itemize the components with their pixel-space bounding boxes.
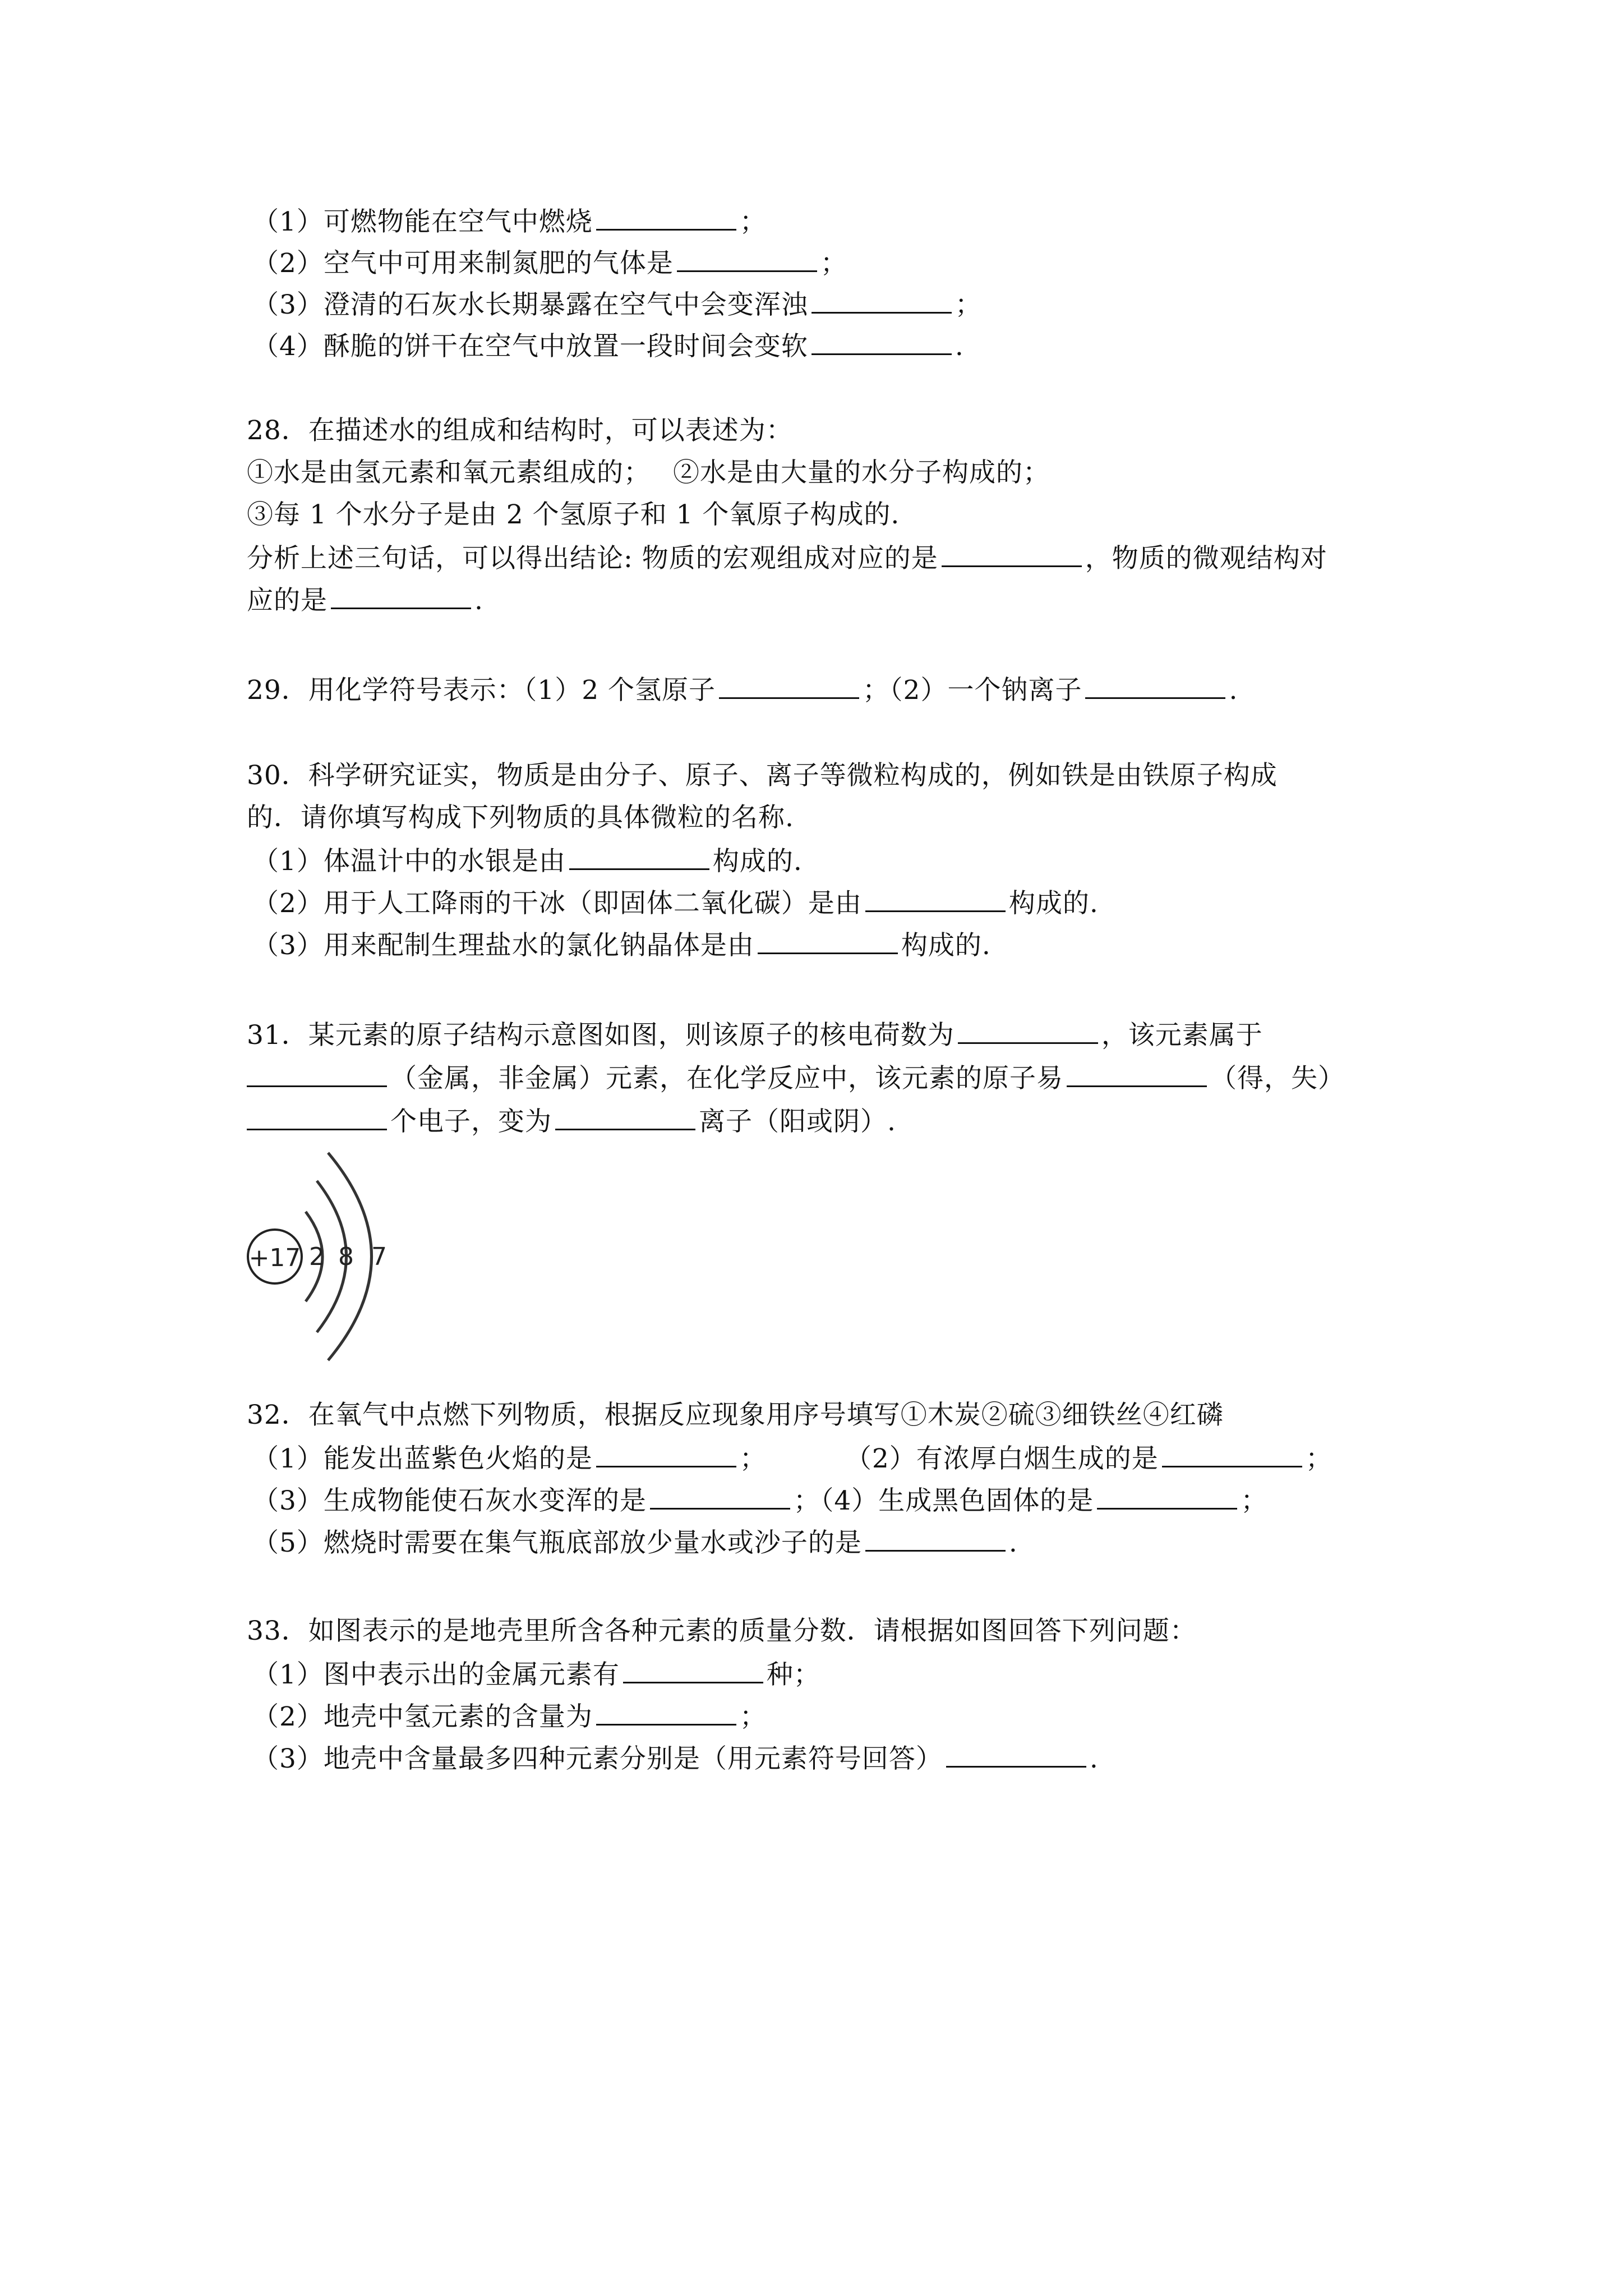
q32-item-5: （5）燃烧时需要在集气瓶底部放少量水或沙子的是 xyxy=(252,1527,862,1558)
q31-part-b: ，该元素属于 xyxy=(1101,1020,1263,1051)
q32-items-3-4 xyxy=(252,1481,1267,1520)
q33-item-3 xyxy=(252,1739,1099,1778)
q31-part-e: 个电子，变为 xyxy=(390,1106,552,1137)
q27-item-2-end: ； xyxy=(820,248,847,279)
q32-item-5-end: . xyxy=(1008,1527,1018,1558)
q33-item-1 xyxy=(252,1655,820,1694)
answer-blank[interactable] xyxy=(596,1439,736,1467)
q31-line-1 xyxy=(247,1015,1263,1054)
answer-blank[interactable] xyxy=(1067,1059,1207,1087)
q30-item-2-a: （2）用于人工降雨的干冰（即固体二氧化碳）是由 xyxy=(252,888,862,919)
q33-item-1-a: （1）图中表示出的金属元素有 xyxy=(252,1659,620,1690)
q31-part-d: （得，失） xyxy=(1210,1063,1345,1094)
q32-item-1: （1）能发出蓝紫色火焰的是 xyxy=(252,1443,593,1474)
q33-stem: 33．如图表示的是地壳里所含各种元素的质量分数．请根据如图回答下列问题： xyxy=(247,1616,1197,1646)
q28-statement-2: ②水是由大量的水分子构成的； xyxy=(673,457,1050,488)
q27-item-3-end: ； xyxy=(955,289,982,320)
shell-1-electrons: 2 xyxy=(309,1243,325,1271)
q27-item-3-text: （3）澄清的石灰水长期暴露在空气中会变浑浊 xyxy=(252,289,808,320)
q29-part-a: 29．用化学符号表示：（1）2 个氢原子 xyxy=(247,675,716,706)
q27-item-1-text: （1）可燃物能在空气中燃烧 xyxy=(252,206,593,237)
answer-blank[interactable] xyxy=(946,1739,1086,1768)
q32-item-4-end: ； xyxy=(1241,1485,1268,1516)
answer-blank[interactable] xyxy=(811,285,952,314)
answer-blank[interactable] xyxy=(865,1523,1006,1552)
q27-item-4-end: . xyxy=(955,331,964,362)
q33-item-3-text: （3）地壳中含量最多四种元素分别是（用元素符号回答） xyxy=(252,1743,943,1774)
q32-items-1-2 xyxy=(252,1439,1332,1478)
q31-line-3 xyxy=(247,1102,896,1140)
shell-3-electrons: 7 xyxy=(371,1243,387,1271)
answer-blank[interactable] xyxy=(596,202,736,231)
atom-structure-diagram xyxy=(241,1150,409,1363)
q31-line-2 xyxy=(247,1059,1345,1097)
q30-item-3-b: 构成的. xyxy=(901,930,991,961)
q30-item-3-a: （3）用来配制生理盐水的氯化钠晶体是由 xyxy=(252,930,754,961)
answer-blank[interactable] xyxy=(958,1015,1098,1044)
q30-item-2 xyxy=(252,884,1099,922)
q28-analysis-c: 应的是 xyxy=(247,585,328,616)
answer-blank[interactable] xyxy=(331,581,471,609)
q32-item-2: （2）有浓厚白烟生成的是 xyxy=(845,1443,1159,1474)
answer-blank[interactable] xyxy=(555,1102,695,1130)
answer-blank[interactable] xyxy=(719,670,859,699)
q28-statement-3: ③每 1 个水分子是由 2 个氢原子和 1 个氧原子构成的. xyxy=(247,499,900,530)
q28-analysis-a: 分析上述三句话，可以得出结论: 物质的宏观组成对应的是 xyxy=(247,543,938,574)
q30-item-3 xyxy=(252,926,991,964)
q28-analysis-b: ，物质的微观结构对 xyxy=(1085,543,1327,574)
q32-item-1-end: ； xyxy=(739,1443,767,1474)
q27-item-1-end: ； xyxy=(739,206,767,237)
answer-blank[interactable] xyxy=(1085,670,1225,699)
q32-item-3: （3）生成物能使石灰水变浑的是 xyxy=(252,1485,647,1516)
q30-stem-2: 的．请你填写构成下列物质的具体微粒的名称. xyxy=(247,802,794,833)
answer-blank[interactable] xyxy=(942,539,1082,567)
q29-end: . xyxy=(1229,675,1238,706)
q27-item-1 xyxy=(252,202,767,241)
q32-stem: 32．在氧气中点燃下列物质，根据反应现象用序号填写①木炭②硫③细铁丝④红磷 xyxy=(247,1400,1224,1430)
answer-blank[interactable] xyxy=(677,243,817,272)
nucleus-charge: +17 xyxy=(248,1244,301,1272)
q28-statements-1-2 xyxy=(247,454,1050,491)
q27-item-2-text: （2）空气中可用来制氮肥的气体是 xyxy=(252,248,674,279)
answer-blank[interactable] xyxy=(650,1481,790,1510)
q27-item-4-text: （4）酥脆的饼干在空气中放置一段时间会变软 xyxy=(252,331,808,362)
q27-item-4 xyxy=(252,326,964,365)
q33-item-3-end: . xyxy=(1089,1743,1099,1774)
answer-blank[interactable] xyxy=(247,1102,387,1130)
q28-stem: 28．在描述水的组成和结构时，可以表述为： xyxy=(247,415,793,446)
q28-analysis-line-1 xyxy=(247,539,1327,577)
answer-blank[interactable] xyxy=(758,926,898,954)
q28-analysis-end: . xyxy=(474,585,483,616)
q27-item-3 xyxy=(252,285,982,324)
q30-item-1-a: （1）体温计中的水银是由 xyxy=(252,846,566,877)
q33-item-2-text: （2）地壳中氢元素的含量为 xyxy=(252,1701,593,1732)
q31-part-f: 离子（阳或阴）. xyxy=(699,1106,896,1137)
q30-item-1 xyxy=(252,841,803,880)
shell-2-electrons: 8 xyxy=(338,1243,354,1271)
answer-blank[interactable] xyxy=(247,1059,387,1087)
q32-item-2-end: ； xyxy=(1305,1443,1332,1474)
q28-statement-1: ①水是由氢元素和氧元素组成的； xyxy=(247,457,651,488)
q30-item-1-b: 构成的. xyxy=(712,846,803,877)
answer-blank[interactable] xyxy=(596,1697,736,1726)
q27-item-2 xyxy=(252,243,847,282)
q33-item-2-end: ； xyxy=(739,1701,767,1732)
q29-line xyxy=(247,670,1238,709)
q32-item-4: （4）生成黑色固体的是 xyxy=(820,1485,1094,1516)
q31-part-a: 31．某元素的原子结构示意图如图，则该原子的核电荷数为 xyxy=(247,1020,955,1051)
q32-item-3-end: ； xyxy=(793,1485,820,1516)
q31-part-c: （金属，非金属）元素，在化学反应中，该元素的原子易 xyxy=(390,1063,1063,1094)
q33-item-1-b: 种； xyxy=(766,1659,820,1690)
answer-blank[interactable] xyxy=(865,884,1006,912)
answer-blank[interactable] xyxy=(1162,1439,1302,1467)
q28-analysis-line-2 xyxy=(247,581,483,619)
answer-blank[interactable] xyxy=(569,841,709,870)
q30-stem-1: 30．科学研究证实，物质是由分子、原子、离子等微粒构成的，例如铁是由铁原子构成 xyxy=(247,760,1278,791)
q30-item-2-b: 构成的. xyxy=(1008,888,1099,919)
answer-blank[interactable] xyxy=(811,326,952,355)
answer-blank[interactable] xyxy=(1097,1481,1237,1510)
q29-part-b: ；（2）一个钠离子 xyxy=(863,675,1082,706)
q33-item-2 xyxy=(252,1697,767,1736)
q32-item-5-line xyxy=(252,1523,1018,1562)
answer-blank[interactable] xyxy=(623,1655,763,1683)
